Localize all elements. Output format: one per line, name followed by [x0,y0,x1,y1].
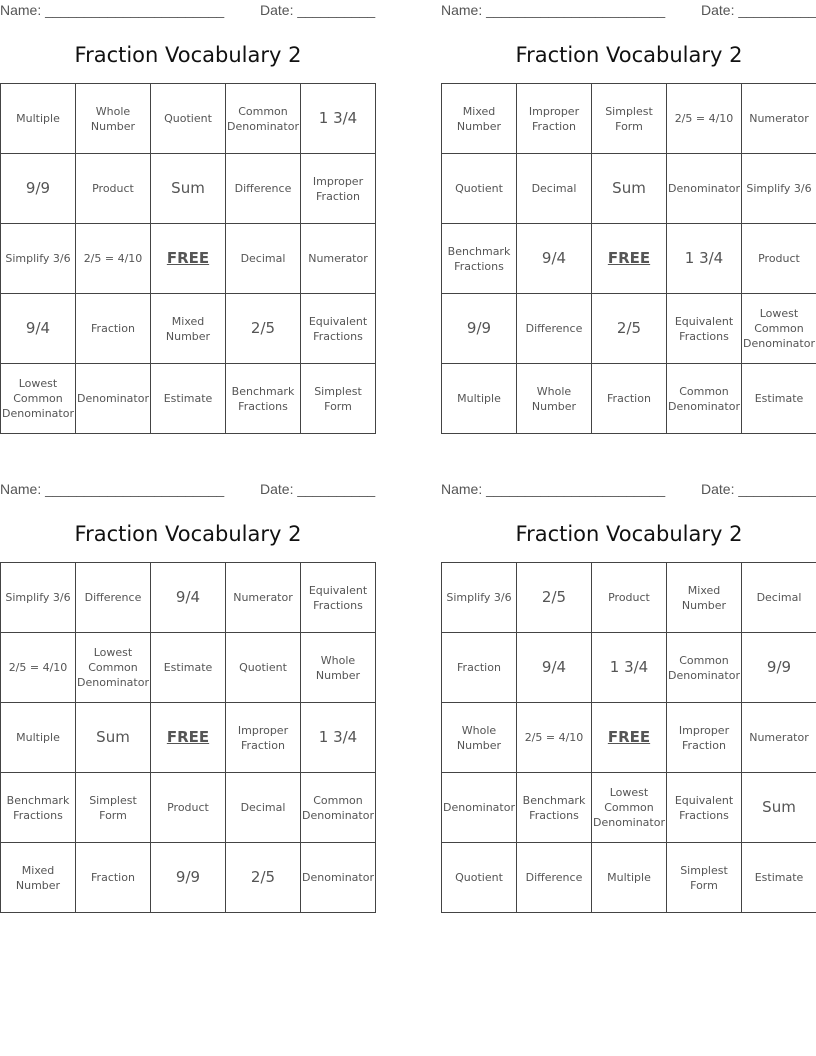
bingo-cell: 2/5 [226,294,301,364]
bingo-cell: Denominator [76,364,151,434]
bingo-row [1,294,376,364]
bingo-cell: Benchmark Fractions [442,224,517,294]
bingo-cell: 2/5 = 4/10 [76,224,151,294]
bingo-cell: Simplify 3/6 [1,563,76,633]
bingo-row [1,703,376,773]
bingo-cell: Multiple [1,703,76,773]
bingo-cell: Common Denominator [667,633,742,703]
date-line: Date: __________ [260,481,376,497]
bingo-cell: Quotient [442,843,517,913]
bingo-cell: Equivalent Fractions [667,294,742,364]
free-space: FREE [151,703,226,773]
bingo-row [1,84,376,154]
name-line: Name: _______________________ [441,481,666,497]
bingo-cell: Product [742,224,816,294]
bingo-cell: Whole Number [442,703,517,773]
bingo-cell: Fraction [76,843,151,913]
bingo-cell: Lowest Common Denominator [1,364,76,434]
name-date-row [0,481,376,499]
bingo-cell: Improper Fraction [667,703,742,773]
bingo-cell: Quotient [226,633,301,703]
free-space: FREE [151,224,226,294]
bingo-cell: Fraction [592,364,667,434]
bingo-grid [0,83,376,434]
bingo-cell: Estimate [742,364,816,434]
bingo-cell: Estimate [151,633,226,703]
bingo-grid [0,562,376,913]
bingo-cell: Denominator [301,843,376,913]
bingo-cell: Equivalent Fractions [301,563,376,633]
card-title: Fraction Vocabulary 2 [74,43,302,67]
name-date-row [441,481,816,499]
bingo-card [0,479,376,915]
bingo-cell: Mixed Number [1,843,76,913]
bingo-cell: Fraction [76,294,151,364]
bingo-cell: Numerator [226,563,301,633]
bingo-cell: Simplify 3/6 [1,224,76,294]
bingo-cell: Whole Number [301,633,376,703]
bingo-cell: Whole Number [517,364,592,434]
bingo-cell: Product [592,563,667,633]
bingo-cell: 9/4 [517,633,592,703]
bingo-cell: 9/9 [151,843,226,913]
bingo-cell: Benchmark Fractions [517,773,592,843]
bingo-row [442,773,816,843]
bingo-cell: 1 3/4 [301,84,376,154]
bingo-cell: Common Denominator [301,773,376,843]
bingo-cell: 9/4 [1,294,76,364]
bingo-row [442,224,816,294]
bingo-row [1,224,376,294]
bingo-cell: Decimal [226,224,301,294]
bingo-cell: Multiple [592,843,667,913]
bingo-cell: Numerator [742,703,816,773]
bingo-cell: Simplest Form [667,843,742,913]
bingo-cell: Simplest Form [76,773,151,843]
bingo-cell: Numerator [301,224,376,294]
bingo-cell: Sum [742,773,816,843]
bingo-row [1,633,376,703]
bingo-cell: Multiple [442,364,517,434]
bingo-cell: Benchmark Fractions [1,773,76,843]
card-title: Fraction Vocabulary 2 [515,43,743,67]
bingo-cell: 1 3/4 [667,224,742,294]
bingo-row [442,703,816,773]
bingo-cell: Decimal [742,563,816,633]
bingo-cell: Product [76,154,151,224]
bingo-cell: Benchmark Fractions [226,364,301,434]
bingo-cell: Simplest Form [592,84,667,154]
bingo-cell: Equivalent Fractions [301,294,376,364]
bingo-row [442,843,816,913]
bingo-row [1,364,376,434]
bingo-row [1,773,376,843]
bingo-cell: 9/9 [442,294,517,364]
bingo-row [1,843,376,913]
bingo-cell: Estimate [742,843,816,913]
bingo-grid [441,562,816,913]
bingo-cell: Product [151,773,226,843]
bingo-row [1,563,376,633]
bingo-cell: Denominator [442,773,517,843]
card-title: Fraction Vocabulary 2 [515,522,743,546]
bingo-row [442,84,816,154]
bingo-cell: Improper Fraction [301,154,376,224]
bingo-cell: Numerator [742,84,816,154]
name-date-row [441,2,816,20]
bingo-cell: Mixed Number [151,294,226,364]
bingo-row [442,563,816,633]
date-line: Date: __________ [701,2,816,18]
bingo-cell: Lowest Common Denominator [592,773,667,843]
bingo-cell: Multiple [1,84,76,154]
bingo-cell: Fraction [442,633,517,703]
bingo-cell: 1 3/4 [301,703,376,773]
bingo-card [441,479,816,915]
bingo-cell: Denominator [667,154,742,224]
bingo-card [441,0,816,436]
bingo-cell: Decimal [226,773,301,843]
bingo-row [442,364,816,434]
bingo-cell: Difference [517,294,592,364]
bingo-cell: 2/5 = 4/10 [667,84,742,154]
bingo-cell: Estimate [151,364,226,434]
bingo-cell: Lowest Common Denominator [742,294,816,364]
bingo-cell: Quotient [442,154,517,224]
bingo-cell: Mixed Number [442,84,517,154]
bingo-cell: Difference [226,154,301,224]
date-line: Date: __________ [701,481,816,497]
name-date-row [0,2,376,20]
bingo-cell: Difference [517,843,592,913]
bingo-cell: 1 3/4 [592,633,667,703]
bingo-card [0,0,376,436]
name-line: Name: _______________________ [441,2,666,18]
free-space: FREE [592,703,667,773]
bingo-cell: Quotient [151,84,226,154]
bingo-cell: 9/9 [742,633,816,703]
free-space: FREE [592,224,667,294]
bingo-cell: Sum [592,154,667,224]
date-line: Date: __________ [260,2,376,18]
bingo-cell: Difference [76,563,151,633]
bingo-cell: 9/9 [1,154,76,224]
bingo-cell: Equivalent Fractions [667,773,742,843]
bingo-row [442,633,816,703]
bingo-cell: Simplify 3/6 [442,563,517,633]
bingo-cell: Simplest Form [301,364,376,434]
bingo-row [442,154,816,224]
bingo-cell: Sum [151,154,226,224]
name-line: Name: _______________________ [0,481,225,497]
bingo-cell: Common Denominator [226,84,301,154]
bingo-cell: Whole Number [76,84,151,154]
bingo-cell: Decimal [517,154,592,224]
bingo-cell: 2/5 [592,294,667,364]
bingo-cell: Mixed Number [667,563,742,633]
bingo-row [442,294,816,364]
bingo-grid [441,83,816,434]
bingo-cell: Lowest Common Denominator [76,633,151,703]
bingo-cell: Simplify 3/6 [742,154,816,224]
bingo-cell: Sum [76,703,151,773]
bingo-cell: 2/5 [226,843,301,913]
bingo-row [1,154,376,224]
bingo-cell: Improper Fraction [517,84,592,154]
card-title: Fraction Vocabulary 2 [74,522,302,546]
bingo-cell: 2/5 = 4/10 [1,633,76,703]
bingo-cell: Improper Fraction [226,703,301,773]
bingo-cell: 9/4 [151,563,226,633]
bingo-cell: 2/5 = 4/10 [517,703,592,773]
bingo-cell: 9/4 [517,224,592,294]
bingo-cell: 2/5 [517,563,592,633]
bingo-cell: Common Denominator [667,364,742,434]
name-line: Name: _______________________ [0,2,225,18]
